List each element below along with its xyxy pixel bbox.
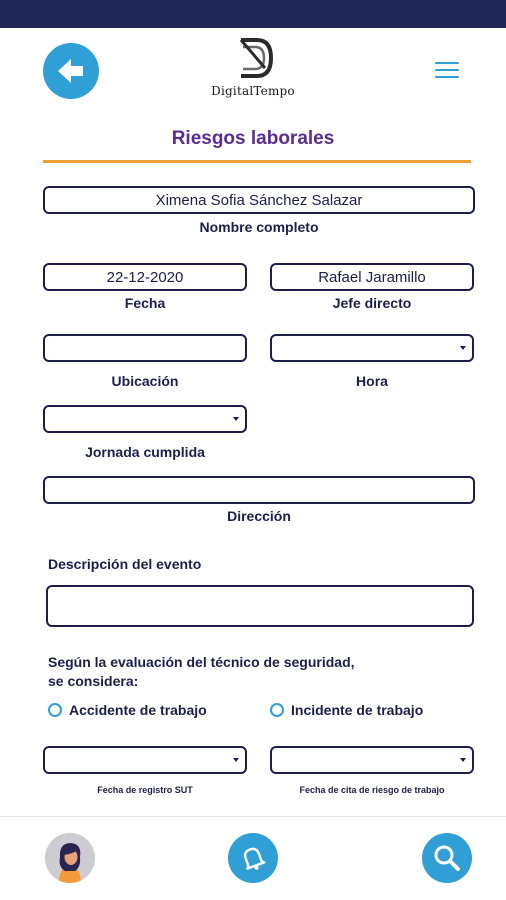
hamburger-menu-button[interactable] [432,58,462,82]
arrow-left-icon [54,54,88,88]
bottom-navigation [0,816,506,900]
ubicacion-field[interactable] [43,334,247,362]
direccion-field[interactable] [43,476,475,504]
radio-circle-icon [270,703,284,717]
fecha-registro-sut-select[interactable] [43,746,247,774]
chevron-down-icon [233,417,239,421]
back-button[interactable] [43,43,99,99]
jornada-cumplida-label: Jornada cumplida [85,444,205,460]
bell-icon [236,841,270,875]
profile-avatar[interactable] [45,833,95,883]
logo-mark-icon [203,36,303,82]
radio-circle-icon [48,703,62,717]
evaluacion-question-line1: Según la evaluación del técnico de seguridad, [48,654,355,670]
search-button[interactable] [422,833,472,883]
fecha-cita-riesgo-select[interactable] [270,746,474,774]
fecha-cita-riesgo-label: Fecha de cita de riesgo de trabajo [299,785,445,795]
radio-incidente-de-trabajo[interactable] [270,702,423,718]
radio-incidente-label: Incidente de trabajo [291,702,424,718]
chevron-down-icon [460,346,466,350]
title-divider [43,160,471,163]
logo-text: DigitalTempo [211,84,295,98]
notifications-button[interactable] [228,833,278,883]
menu-line [435,76,459,78]
nombre-completo-label: Nombre completo [199,219,319,235]
menu-line [435,69,459,71]
page-title: Riesgos laborales [171,128,335,149]
fecha-registro-sut-label: Fecha de registro SUT [97,785,193,795]
ubicacion-label: Ubicación [111,373,179,389]
nombre-completo-field[interactable]: Ximena Sofia Sánchez Salazar [43,186,475,214]
digitaltempo-logo [203,36,303,102]
fecha-field[interactable]: 22-12-2020 [43,263,247,291]
jornada-cumplida-select[interactable] [43,405,247,433]
chevron-down-icon [233,758,239,762]
app-header [0,28,506,118]
radio-accidente-label: Accidente de trabajo [69,702,207,718]
chevron-down-icon [460,758,466,762]
radio-accidente-de-trabajo[interactable] [48,702,207,718]
descripcion-evento-label: Descripción del evento [48,556,202,572]
jefe-directo-field[interactable]: Rafael Jaramillo [270,263,474,291]
status-bar [0,0,506,28]
hora-select[interactable] [270,334,474,362]
fecha-label: Fecha [124,295,166,311]
descripcion-evento-textarea[interactable] [46,585,474,627]
hora-label: Hora [356,373,388,389]
direccion-label: Dirección [227,508,291,524]
search-icon [430,841,464,875]
woman-avatar-icon [45,833,95,883]
evaluacion-question-line2: se considera: [48,673,139,689]
menu-line [435,62,459,64]
jefe-directo-label: Jefe directo [332,295,412,311]
